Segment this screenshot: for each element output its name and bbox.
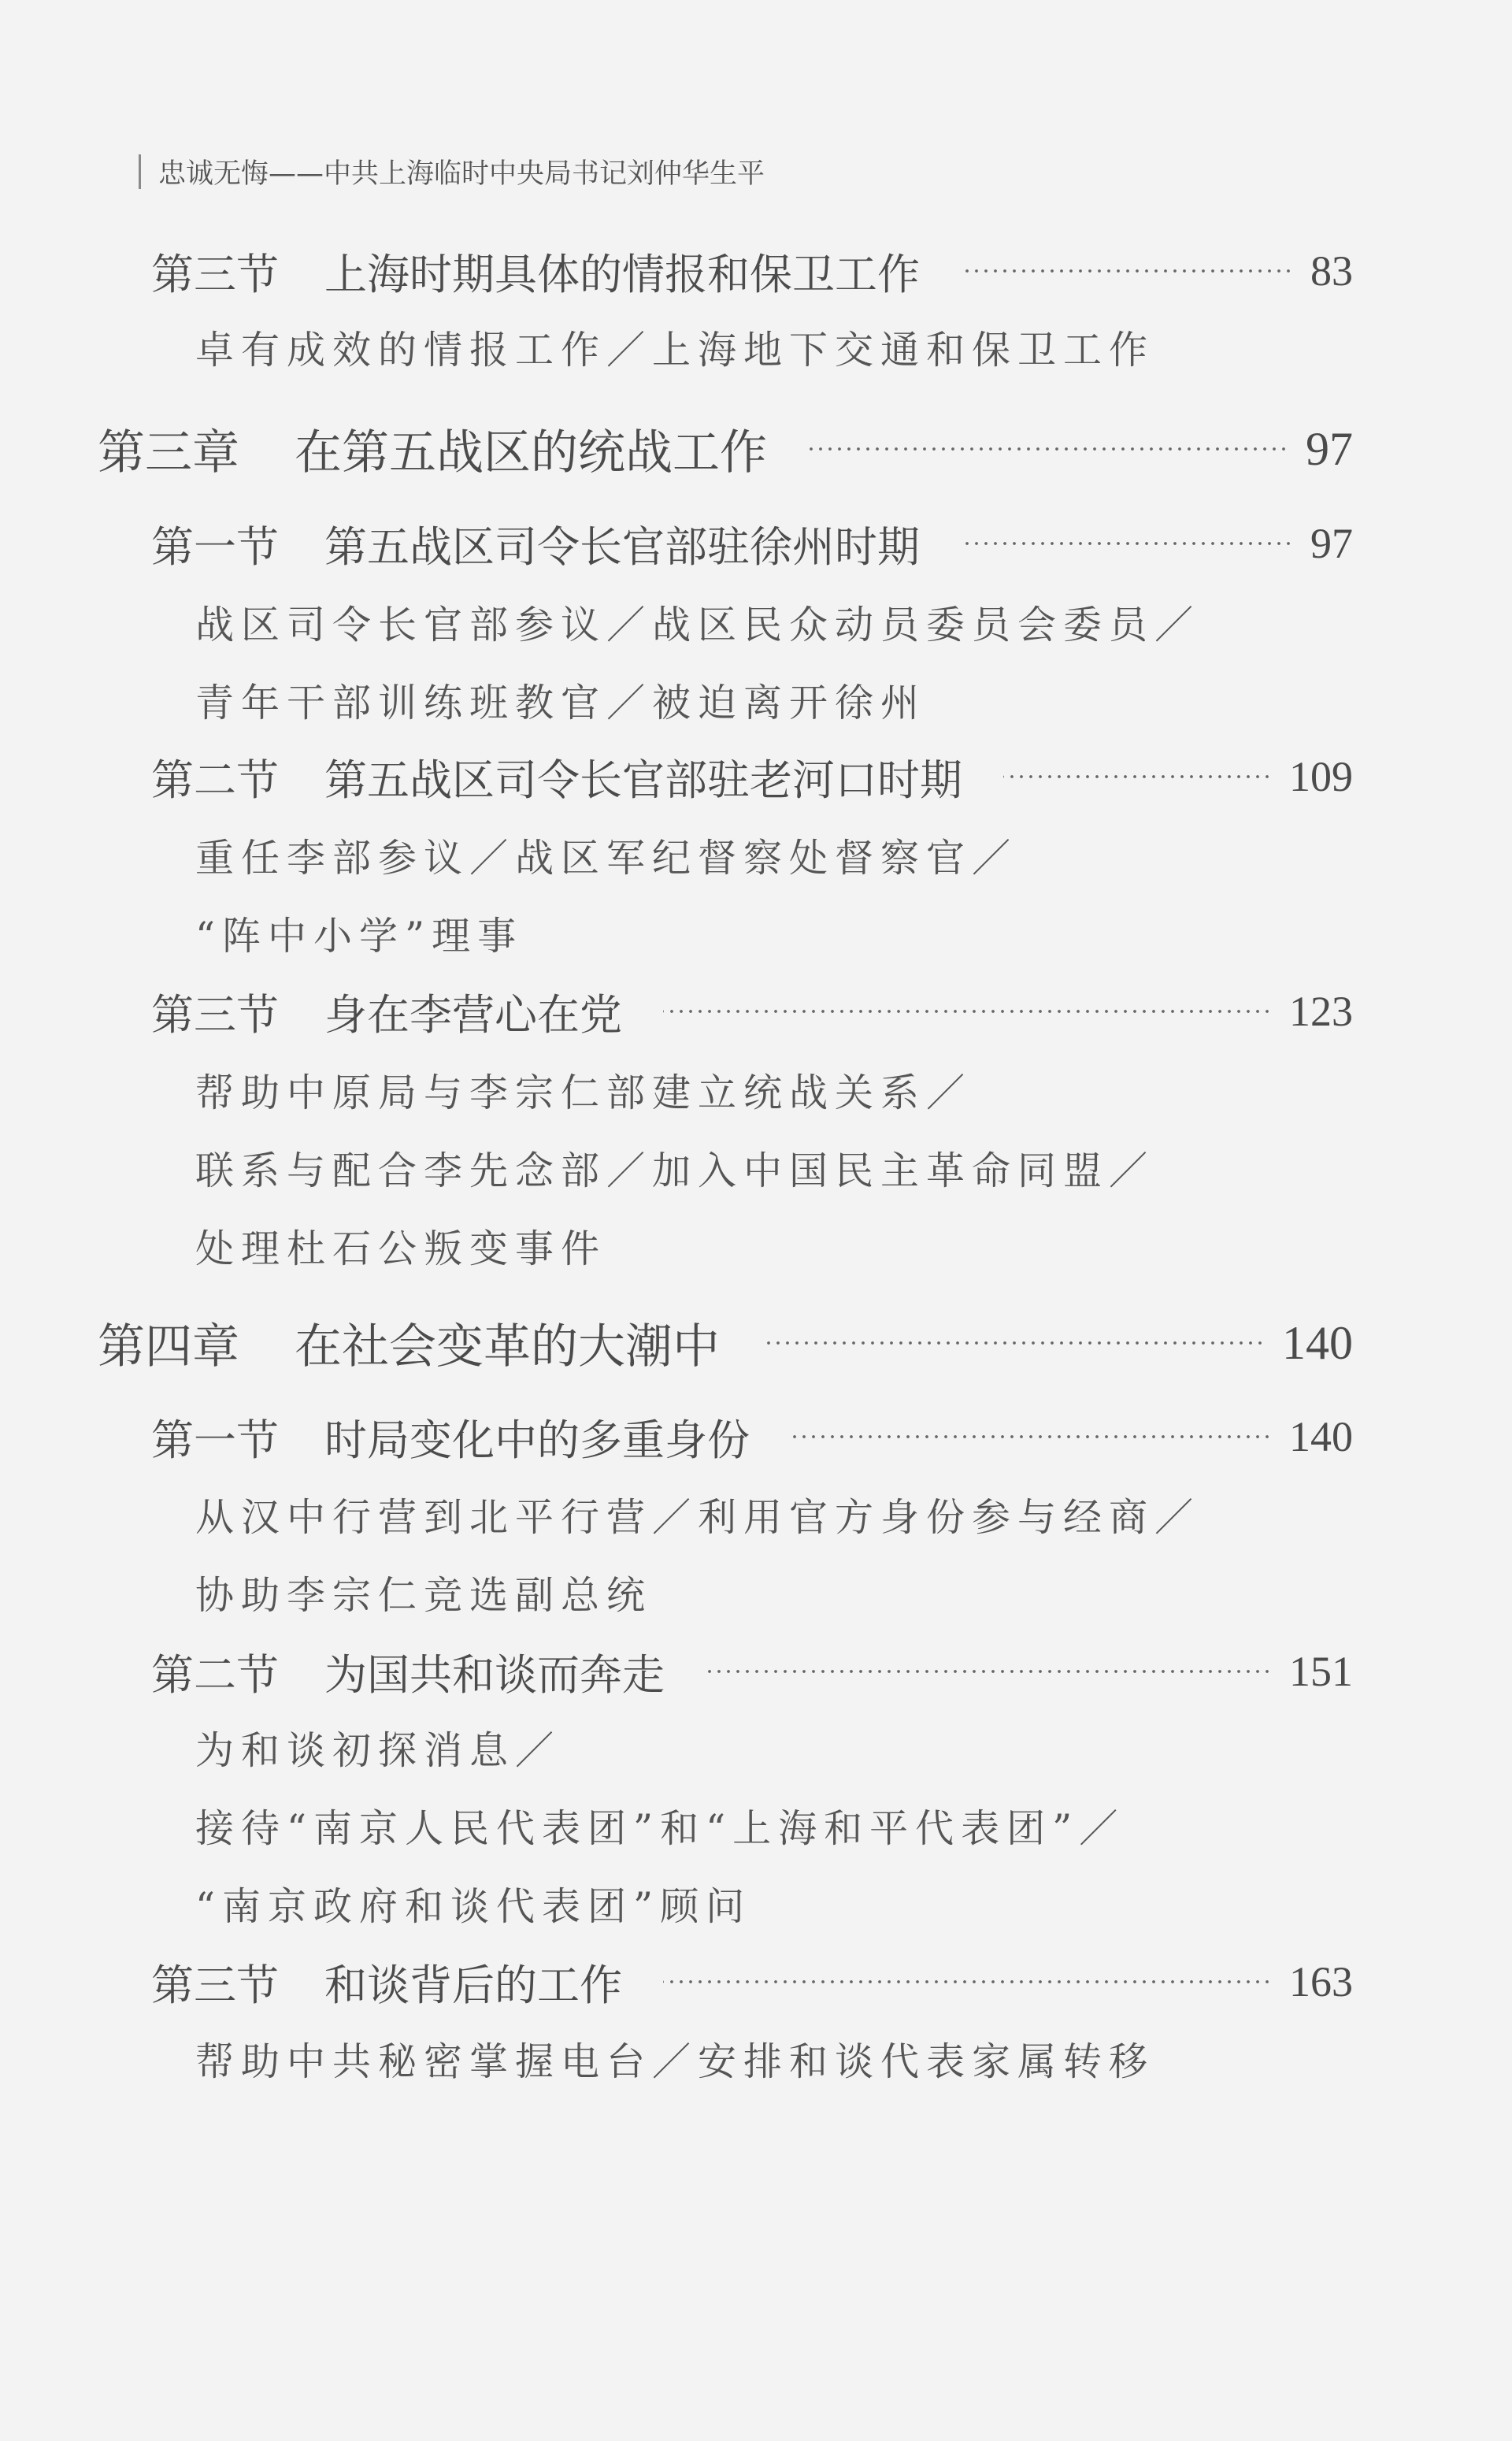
dot-leader: [1003, 775, 1272, 778]
dot-leader: [761, 1341, 1265, 1345]
section-number: 第二节: [151, 1649, 279, 1700]
chapter-number: 第三章: [98, 425, 239, 480]
toc-topic-line: 处理杜石公叛变事件: [195, 1226, 607, 1271]
section-title: 第五战区司令长官部驻老河口时期: [324, 755, 962, 805]
page-number: 97: [1306, 422, 1353, 475]
toc-section-entry[interactable]: [151, 241, 1353, 301]
toc-section-entry[interactable]: [151, 747, 1353, 807]
dot-leader: [961, 542, 1293, 545]
dot-leader: [706, 1670, 1272, 1673]
toc-topic-line: “阵中小学”理事: [195, 914, 524, 959]
page-number: 83: [1310, 247, 1353, 295]
toc-section-entry[interactable]: [151, 981, 1353, 1041]
chapter-title: 在社会变革的大潮中: [295, 1319, 720, 1374]
toc-section-entry[interactable]: [151, 1407, 1353, 1467]
page-number: 123: [1289, 988, 1353, 1035]
toc-section-entry[interactable]: [151, 1642, 1353, 1701]
chapter-number: 第四章: [98, 1319, 239, 1374]
section-number: 第三节: [151, 989, 279, 1040]
toc-topic-line: 帮助中共秘密掌握电台／安排和谈代表家属转移: [195, 2039, 1155, 2084]
chapter-title: 在第五战区的统战工作: [295, 425, 767, 480]
toc-topic-line: 战区司令长官部参议／战区民众动员委员会委员／: [195, 603, 1201, 647]
page-number: 140: [1282, 1316, 1353, 1369]
dot-leader: [961, 269, 1293, 273]
section-title: 和谈背后的工作: [324, 1960, 622, 2010]
running-head: [139, 148, 765, 195]
toc-section-entry[interactable]: [151, 1952, 1353, 2012]
section-number: 第一节: [151, 521, 279, 572]
running-head-divider: [139, 154, 141, 189]
section-title: 为国共和谈而奔走: [324, 1649, 665, 1700]
page-number: 97: [1310, 520, 1353, 567]
page-number: 109: [1289, 753, 1353, 800]
section-title: 第五战区司令长官部驻徐州时期: [324, 521, 920, 572]
toc-topic-line: 联系与配合李先念部／加入中国民主革命同盟／: [195, 1148, 1155, 1193]
page-number: 140: [1289, 1413, 1353, 1460]
dot-leader: [791, 1435, 1272, 1438]
running-head-text: 忠诚无悔——中共上海临时中央局书记刘仲华生平: [158, 158, 765, 190]
toc-topic-line: 接待“南京人民代表团”和“上海和平代表团”／: [195, 1806, 1125, 1851]
dot-leader: [663, 1010, 1272, 1013]
section-number: 第一节: [151, 1415, 279, 1465]
toc-chapter-entry[interactable]: [98, 1311, 1353, 1374]
section-title: 时局变化中的多重身份: [324, 1415, 750, 1465]
dot-leader: [808, 447, 1288, 451]
dot-leader: [663, 1980, 1272, 1983]
toc-topic-line: 重任李部参议／战区军纪督察处督察官／: [195, 836, 1018, 881]
toc-topic-line: 帮助中原局与李宗仁部建立统战关系／: [195, 1070, 973, 1115]
page-number: 151: [1289, 1648, 1353, 1695]
section-title: 身在李营心在党: [324, 989, 622, 1040]
toc-topic-line: 从汉中行营到北平行营／利用官方身份参与经商／: [195, 1495, 1201, 1540]
toc-topic-line: “南京政府和谈代表团”顾问: [195, 1884, 752, 1929]
toc-section-entry[interactable]: [151, 514, 1353, 573]
page-number: 163: [1289, 1958, 1353, 2005]
section-number: 第三节: [151, 1960, 279, 2010]
toc-topic-line: 为和谈初探消息／: [195, 1728, 561, 1773]
toc-chapter-entry[interactable]: [98, 417, 1353, 480]
toc-topic-line: 青年干部训练班教官／被迫离开徐州: [195, 681, 927, 725]
section-number: 第三节: [151, 249, 279, 299]
section-number: 第二节: [151, 755, 279, 805]
section-title: 上海时期具体的情报和保卫工作: [324, 249, 920, 299]
toc-topic-line: 协助李宗仁竞选副总统: [195, 1573, 653, 1618]
toc-topic-line: 卓有成效的情报工作／上海地下交通和保卫工作: [195, 328, 1155, 373]
